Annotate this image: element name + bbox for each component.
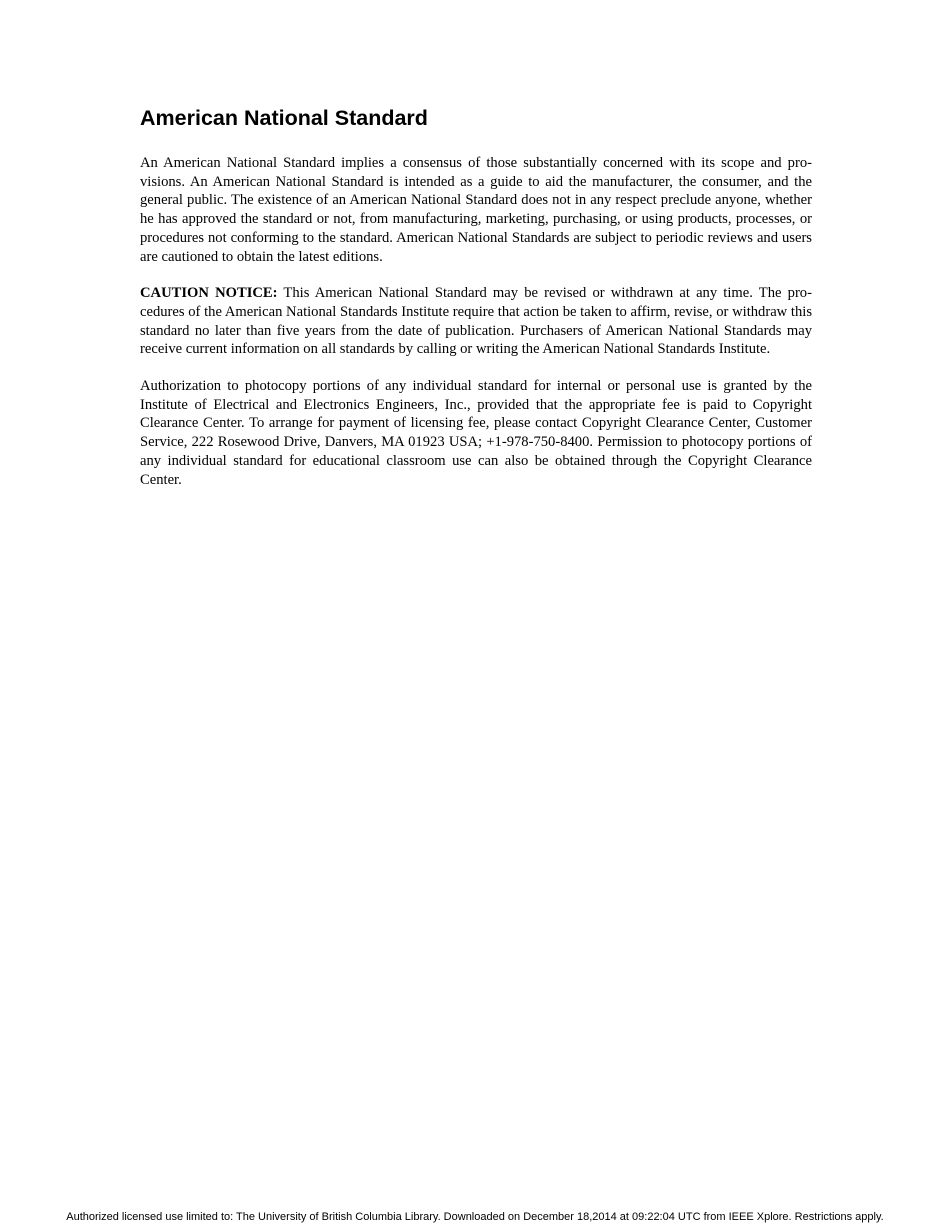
authorization-paragraph: Authorization to photocopy portions of any individual standard for internal or personal use is granted by the Institute of Electrical and Electronics Engineers, Inc., provided that the appropriate fee is paid to Copyright Clearance Center. To arrange for payment of licensing fee, please contact Copyright Clearance Center, Customer Service, 222 Rosewood Drive, Danvers, MA 01923 USA; +1-978-750-8400. Permission to photocopy portions of any individual standard for educational classroom use can also be obtained through the Copyright Clearance Center. [140,378,812,488]
page-title: American National Standard [140,106,428,130]
license-footer: Authorized licensed use limited to: The University of British Columbia Library. Downloaded on December 18,2014 at 09:22:04 UTC from IEEE Xplore. Restrictions apply. [66,1211,884,1223]
caution-notice-label: CAUTION NOTICE: [140,285,278,302]
caution-notice-paragraph [140,284,812,359]
intro-paragraph: An American National Standard implies a consensus of those substantially concerned with its scope and provisions. An American National Standard is intended as a guide to aid the manufacturer, the consumer, and the general public. The existence of an American National Standard does not in any respect preclude anyone, whether he has approved the standard or not, from manufacturing, marketing, purchasing, or using products, processes, or procedures not conforming to the standard. American National Standards are subject to periodic reviews and users are cautioned to obtain the latest editions. [140,155,812,265]
caution-notice-body: This American National Standard may be revised or withdrawn at any time. The procedures of the American National Standards Institute require that action be taken to affirm, revise, or withdraw this standard no later than five years from the date of publication. Purchasers of American National Standards may receive current information on all standards by calling or writing the American National Standards Institute. [140,285,812,358]
page-content [140,104,812,507]
